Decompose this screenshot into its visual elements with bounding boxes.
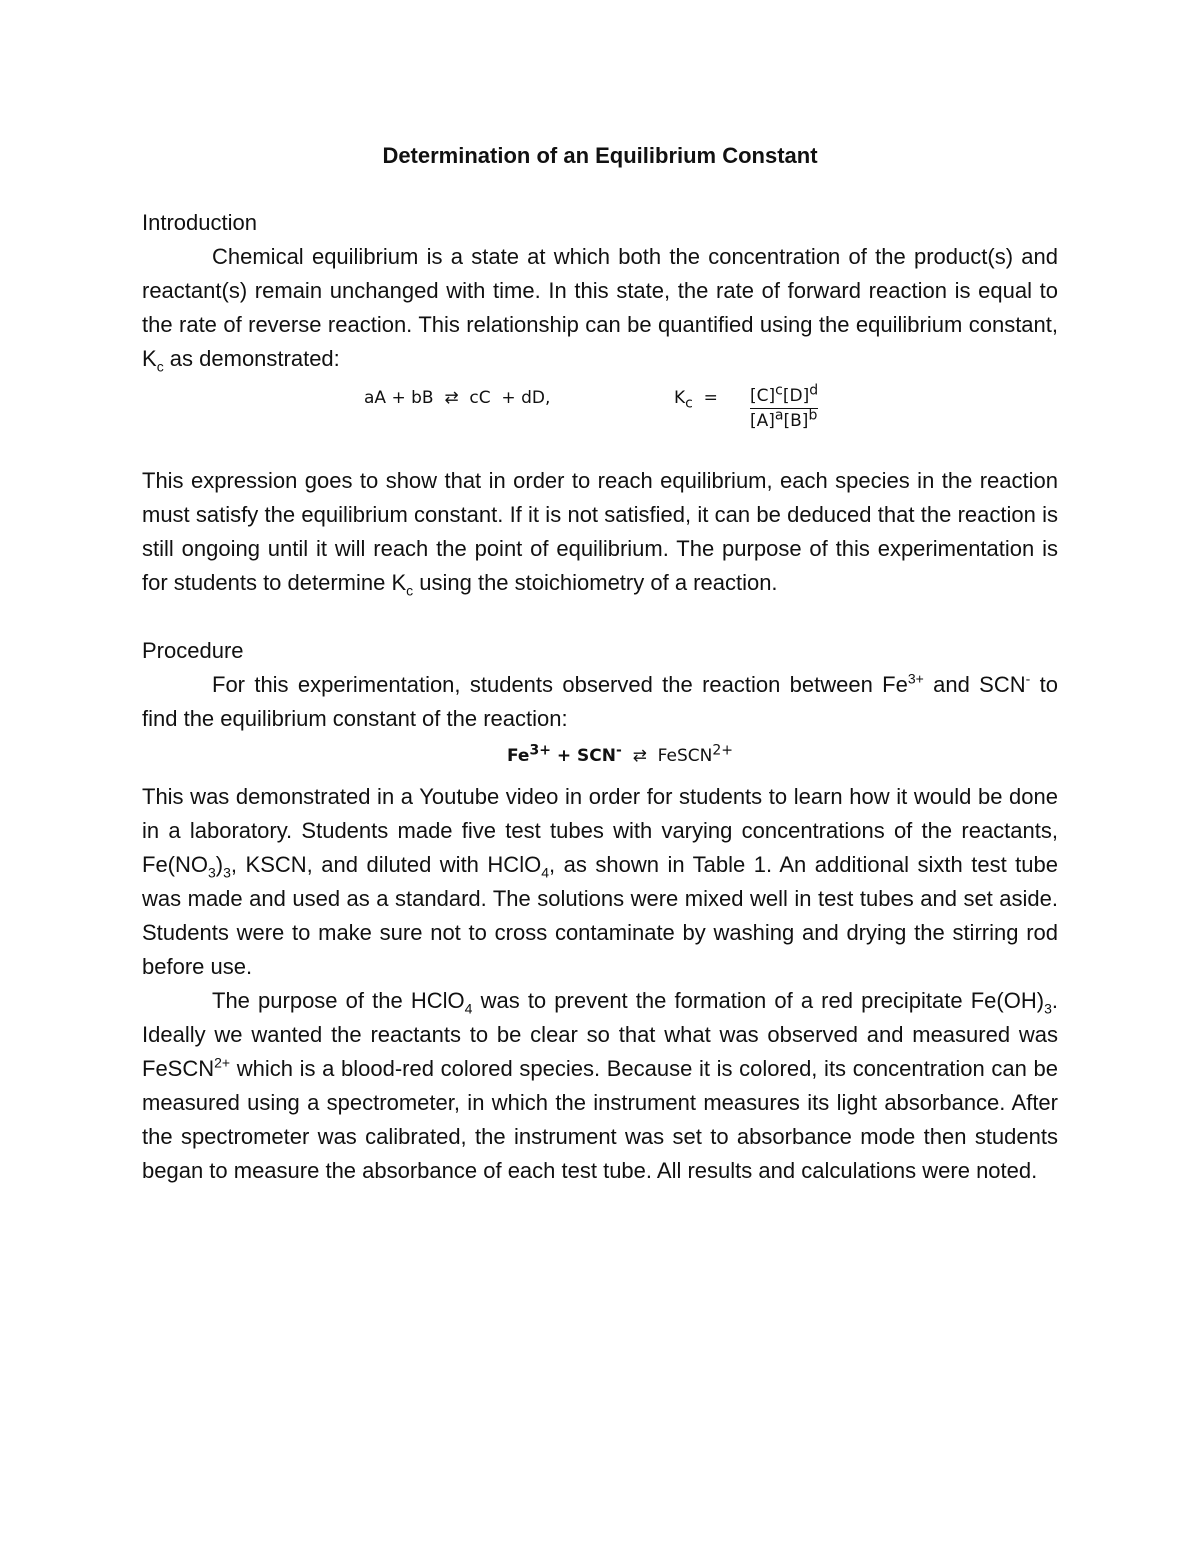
procedure-paragraph-3 [142, 984, 1058, 1188]
procedure-paragraph-2 [142, 780, 1058, 984]
proc-p2-sub3: 4 [541, 864, 549, 881]
proc-p3-text-c: . Ideally we wanted the reactants to be clear so that what was observed and measured was FeSCN [142, 988, 1058, 1081]
kc-label: K [674, 388, 686, 408]
proc-p2-text-b: ) [215, 852, 224, 877]
numerator-sup-d: d [809, 382, 819, 399]
proc-p1-text-b: and SCN [923, 672, 1026, 697]
numerator-sup-c: c [775, 382, 783, 399]
proc-p3-text-d: which is a blood-red colored species. Because it is colored, its concentration can be measured using a spectrometer, in which the instrument measures its light absorbance. After the spectrometer was calibrated, the instrument was set to absorbance mode then students began to measure the absorbance of each test tube. All results and calculations were noted. [142, 1056, 1058, 1183]
denominator-a: [A] [750, 411, 775, 431]
introduction-paragraph-1 [142, 240, 1058, 376]
introduction-heading: Introduction [142, 210, 257, 235]
proc-p3-sup1: 2+ [214, 1054, 231, 1071]
intro-p2-text-b: using the stoichiometry of a reaction. [413, 570, 778, 595]
document-title: Determination of an Equilibrium Constant [382, 143, 818, 168]
proc-p2-sub1: 3 [208, 864, 216, 881]
intro-p2-text-a: This expression goes to show that in order to reach equilibrium, each species in the reaction must satisfy the equilibrium constant. If it is not satisfied, it can be deduced that the reaction is still ongoing until it will reach the point of equilibrium. The purpose of this experimentation is for students to determine K [142, 468, 1058, 595]
reaction-scn-sup: - [615, 742, 622, 759]
equation-kc [674, 388, 718, 412]
proc-p2-sub2: 3 [223, 864, 231, 881]
numerator-d: [D] [782, 386, 810, 406]
document-page [142, 140, 1058, 1188]
proc-p2-text-d: , as shown in Table 1. An additional sixth test tube was made and used as a standard. The solutions were mixed well in test tubes and set aside. Students were to make sure not to cross contaminate by washing and drying the stirring rod before use. [142, 852, 1058, 979]
denominator-sup-b: b [808, 407, 818, 424]
fraction-numerator [750, 382, 819, 409]
denominator-sup-a: a [774, 407, 784, 424]
proc-p1-text-a: For this experimentation, students observed the reaction between Fe [212, 672, 908, 697]
reaction-scn: + SCN [550, 746, 616, 766]
proc-p2-text-a: This was demonstrated in a Youtube video in order for students to learn how it would be done in a laboratory. Students made five test tubes with varying concentrations of the reactants, Fe(NO [142, 784, 1058, 877]
fraction-denominator [750, 407, 818, 431]
reaction-arrow: ⇄ [621, 746, 658, 766]
equation-reaction: aA + bB ⇄ cC + dD, [364, 388, 551, 408]
intro-p1-sub: c [156, 358, 164, 375]
section-spacer [142, 600, 1058, 634]
proc-p1-sup2: - [1025, 670, 1031, 687]
proc-p1-text-c: to find the equilibrium constant of the reaction: [142, 672, 1058, 731]
equation-fraction [750, 382, 819, 431]
equilibrium-equation [142, 382, 1058, 458]
reaction-fe-sup: 3+ [529, 742, 551, 759]
introduction-paragraph-2 [142, 464, 1058, 600]
denominator-b: [B] [783, 411, 809, 431]
reaction-product: FeSCN [657, 746, 713, 766]
reaction-fe: Fe [507, 746, 530, 766]
proc-p2-text-c: , KSCN, and diluted with HClO [230, 852, 542, 877]
proc-p1-sup1: 3+ [907, 670, 924, 687]
kc-subscript: c [685, 395, 693, 412]
intro-p1-text-a: Chemical equilibrium is a state at which both the concentration of the product(s) and reactant(s) remain unchanged with time. In this state, the rate of forward reaction is equal to the rate of reverse reaction. This relationship can be quantified using the equilibrium constant, K [142, 244, 1058, 371]
reaction-product-sup: 2+ [712, 742, 733, 759]
proc-p3-sub1: 4 [464, 1000, 473, 1017]
numerator-c: [C] [750, 386, 776, 406]
proc-p3-text-a: The purpose of the HClO [212, 988, 465, 1013]
proc-p3-text-b: was to prevent the formation of a red precipitate Fe(OH) [472, 988, 1045, 1013]
reaction-equation [182, 736, 1058, 780]
intro-p2-sub: c [406, 582, 414, 599]
proc-p3-sub2: 3 [1044, 1000, 1052, 1017]
procedure-heading: Procedure [142, 638, 244, 663]
equals-sign: = [692, 388, 718, 408]
procedure-paragraph-1 [142, 668, 1058, 736]
intro-p1-text-b: as demonstrated: [163, 346, 340, 371]
